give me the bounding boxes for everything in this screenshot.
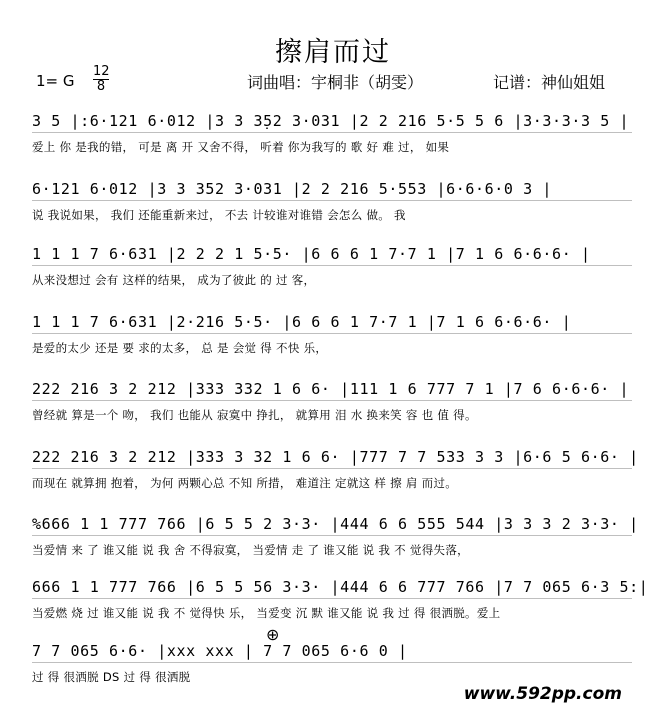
- lyric-line: 从来没想过 会有 这样的结果， 成为了彼此 的 过 客，: [32, 273, 316, 287]
- beam-guide: [32, 132, 632, 133]
- meter-bottom: 8: [96, 79, 106, 94]
- time-signature: [93, 66, 109, 93]
- beam-guide: [32, 200, 632, 201]
- lyric-line: 说 我说如果， 我们 还能重新来过， 不去 计较谁对谁错 会怎么 做。 我: [32, 208, 406, 222]
- lyric-line: 而现在 就算拥 抱着， 为何 两颗心总 不知 所措， 难道注 定就这 样 擦 肩 而过。: [32, 476, 458, 490]
- notation-line: 222 216 3 2 212 |333 332 1 6 6· |111 1 6 777 7 1 |7 6 6·6·6· |: [32, 380, 630, 398]
- watermark: www.592pp.com: [463, 684, 622, 704]
- lyric-line: 爱上 你 是我的错， 可是 离 开 又舍不得， 听着 你为我写的 歌 好 难 过， 如果: [32, 140, 450, 154]
- transcriber: 记谱：神仙姐姐: [493, 73, 606, 92]
- lyric-line: 过 得 很洒脱 DS 过 得 很洒脱: [32, 670, 191, 684]
- lyric-line: 当爱情 来 了 谁又能 说 我 舍 不得寂寞， 当爱情 走 了 谁又能 说 我 不 觉得失落，: [32, 543, 469, 557]
- notation-line: 3 5 |:6·121 6·012 |3 3 3̣52 3·031 |2 2 216 5·5 5 6 |3·3·3·3 5 |: [32, 112, 630, 130]
- beam-guide: [32, 468, 632, 469]
- notation-line: 7 7 065 6·6· |xxx xxx | 7 7 065 6·6 0 |: [32, 642, 408, 660]
- notation-line: 222 216 3 2 212 |333 3 32 1 6 6· |777 7 7 533 3 3 |6·6 5 6·6· |: [32, 448, 639, 466]
- lyric-line: 是爱的太少 还是 要 求的太多， 总 是 会觉 得 不快 乐，: [32, 341, 328, 355]
- lyric-line: 曾经就 算是一个 吻， 我们 也能从 寂寞中 挣扎， 就算用 泪 水 换来笑 容 也 值 得。: [32, 408, 477, 422]
- notation-line: 1 1 1 7 6·631 |2 2 2 1 5·5· |6 6 6 1 7·7 1 |7 1 6 6·6·6· |: [32, 245, 591, 263]
- notation-line: %666 1 1 777 766 |6 5 5 2 3·3· |444 6 6 555 544 |3 3 3 2 3·3· |: [32, 515, 639, 533]
- notation-line: 666 1 1 777 766 |6 5 5 56 3·3· |444 6 6 777 766 |7 7 065 6·3 5:|: [32, 578, 649, 596]
- notation-line: 6·121 6·012 |3 3 352 3·031 |2 2 216 5·553 |6·6·6·0 3 |: [32, 180, 553, 198]
- beam-guide: [32, 598, 632, 599]
- beam-guide: [32, 265, 632, 266]
- lyricist-singer: 词曲唱：宇桐非（胡雯）: [247, 73, 424, 92]
- page-title: 擦肩而过: [275, 37, 391, 68]
- beam-guide: [32, 400, 632, 401]
- coda-symbol: ⊕: [266, 625, 280, 644]
- beam-guide: [32, 535, 632, 536]
- beam-guide: [32, 333, 632, 334]
- notation-line: 1 1 1 7 6·631 |2·216 5·5· |6 6 6 1 7·7 1 |7 1 6 6·6·6· |: [32, 313, 572, 331]
- beam-guide: [32, 662, 632, 663]
- lyric-line: 当爱燃 烧 过 谁又能 说 我 不 觉得快 乐， 当爱变 沉 默 谁又能 说 我 过 得 很洒脱。爱上: [32, 606, 501, 620]
- key-signature: 1= G: [36, 72, 75, 90]
- meter-top: 12: [93, 64, 110, 79]
